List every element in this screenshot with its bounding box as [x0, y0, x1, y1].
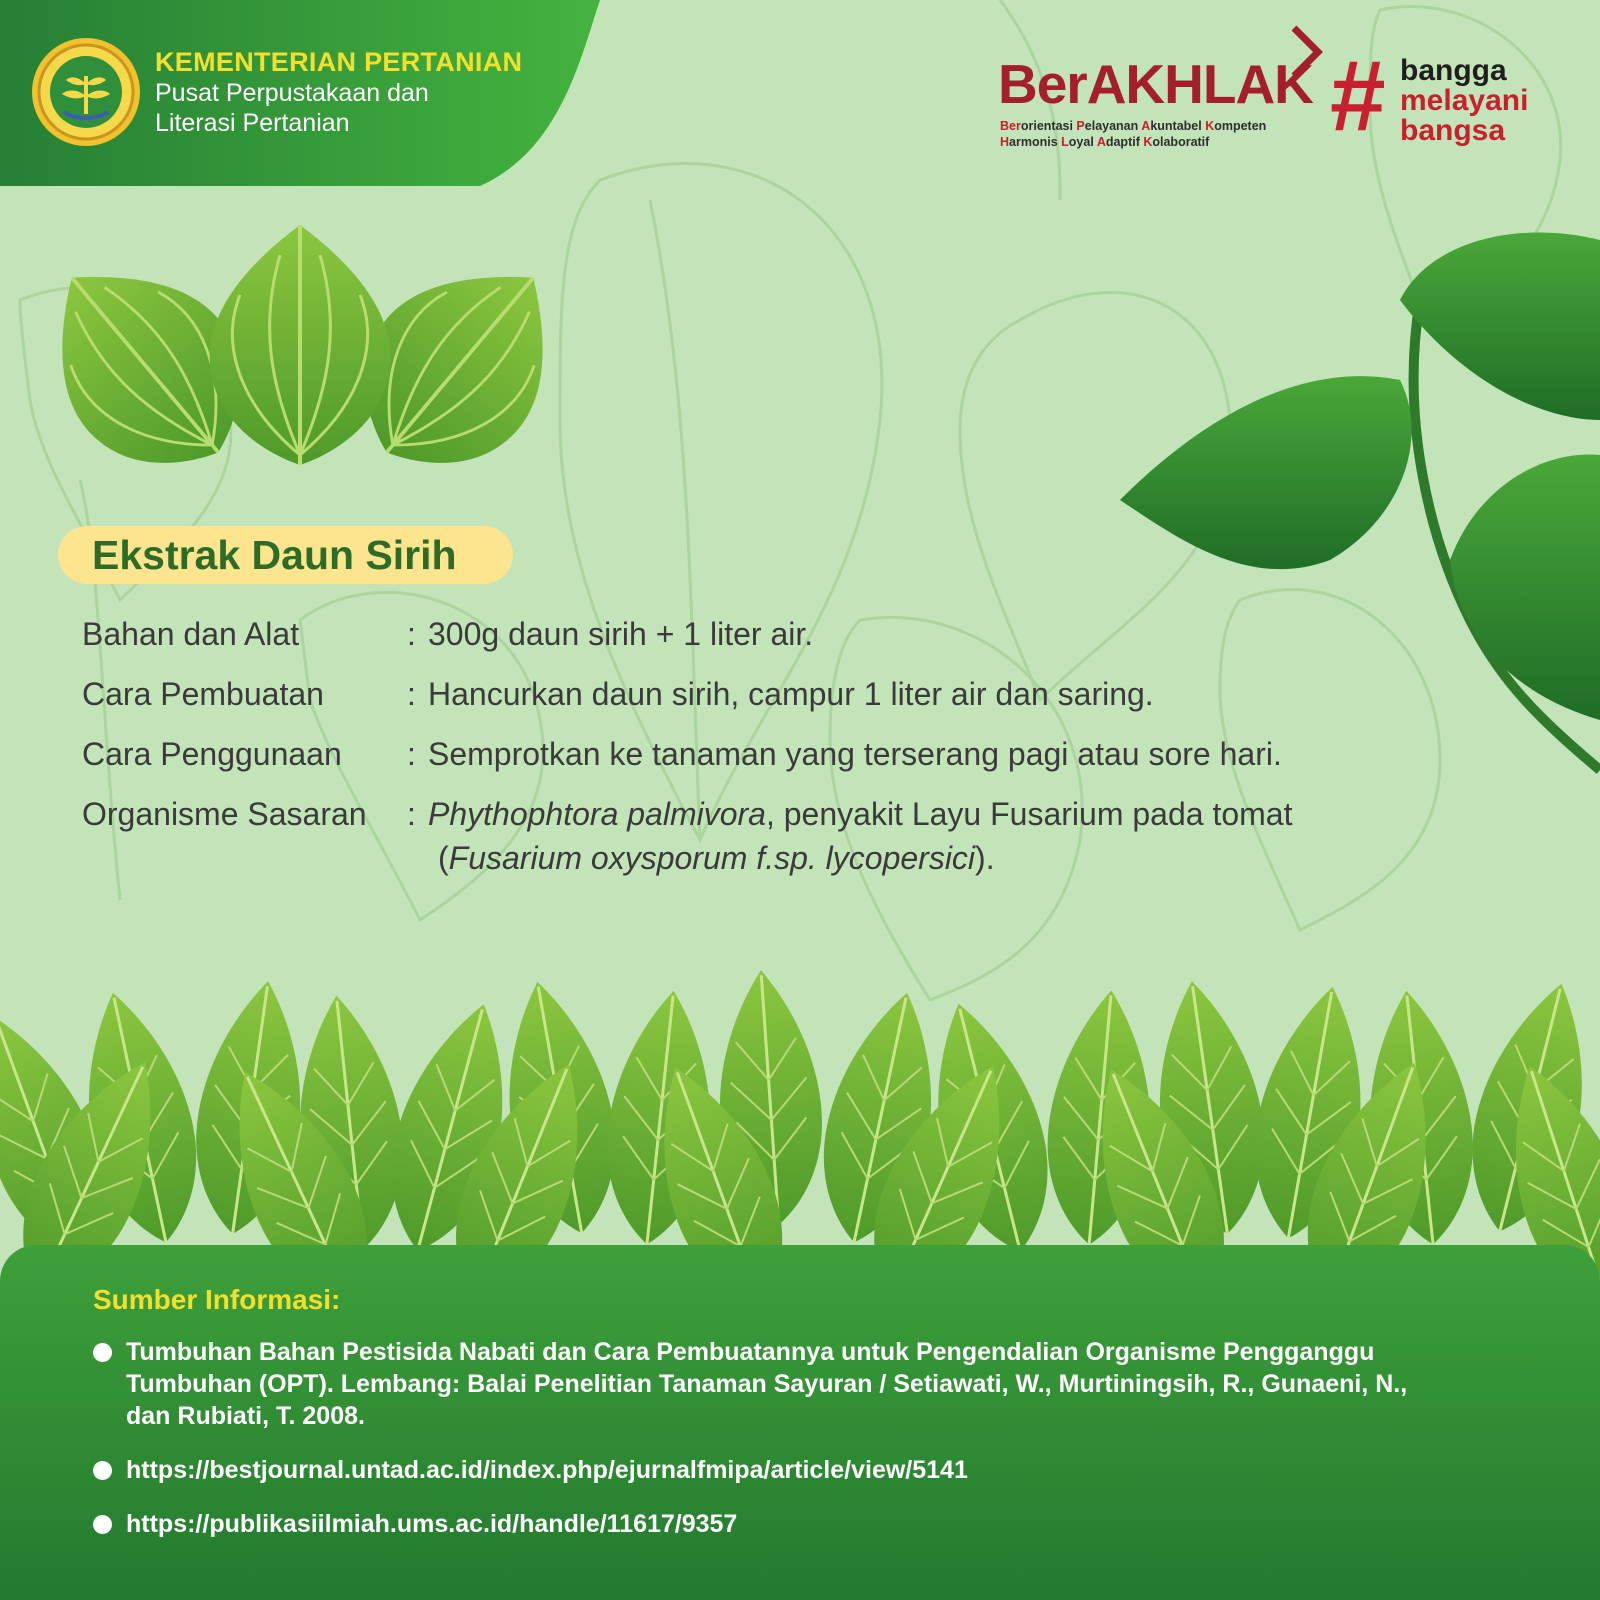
unit-name-line2: Literasi Pertanian — [155, 109, 350, 137]
info-row-penggunaan — [82, 732, 1442, 792]
value-rest: daptif — [1105, 135, 1144, 149]
page-title: Ekstrak Daun Sirih — [92, 532, 457, 578]
value-rest: armonis — [1009, 135, 1062, 149]
source-item — [93, 1336, 1423, 1432]
info-label: Cara Penggunaan — [82, 736, 342, 772]
source-item — [93, 1508, 1423, 1540]
bangsa-word: bangsa — [1400, 114, 1506, 147]
info-separator: : — [407, 676, 416, 712]
value-rest: ompeten — [1214, 119, 1267, 133]
berakhlak-values-line1 — [1000, 118, 1266, 134]
bullet-icon — [93, 1461, 112, 1480]
berakhlak-values — [1000, 118, 1266, 150]
info-value: 300g daun sirih + 1 liter air. — [428, 616, 814, 652]
species-name: Fusarium oxysporum f.sp. lycopersici — [448, 840, 976, 876]
info-label: Cara Pembuatan — [82, 676, 324, 712]
source-text: Tumbuhan Bahan Pestisida Nabati dan Cara Pembuatannya untuk Pengendalian Organisme Pengganggu Tumbuhan (OPT). Lembang: Balai Penelitian Tanaman Sayuran / Setiawati, W., Murtiningsih, R., Gunaeni, N., dan Rubiati, T. 2008. — [126, 1338, 1408, 1430]
sources-list — [93, 1336, 1423, 1562]
berakhlak-word: BerAKHLAK — [998, 53, 1313, 115]
source-link: https://bestjournal.untad.ac.id/index.php/ejurnalfmipa/article/view/5141 — [126, 1456, 968, 1484]
ministry-header — [155, 46, 522, 138]
info-value: Hancurkan daun sirih, campur 1 liter air dan saring. — [428, 676, 1154, 712]
ministry-name: KEMENTERIAN PERTANIAN — [155, 47, 523, 77]
paren-close: ). — [975, 840, 995, 876]
value-initial: H — [1000, 135, 1010, 149]
source-link: https://publikasiilmiah.ums.ac.id/handle/11617/9357 — [126, 1510, 738, 1538]
info-value — [428, 792, 1292, 836]
info-separator: : — [407, 736, 416, 772]
value-initial: P — [1076, 119, 1085, 133]
unit-name-line1: Pusat Perpustakaan dan — [155, 79, 429, 107]
hashtag-icon: # — [1330, 40, 1386, 152]
bangga-word: bangga — [1400, 54, 1507, 87]
value-initial: A — [1141, 119, 1151, 133]
info-table — [82, 612, 1442, 892]
value-rest: olaboratif — [1152, 135, 1210, 149]
info-value-text: , penyakit Layu Fusarium pada tomat — [765, 796, 1293, 832]
info-separator: : — [407, 616, 416, 652]
berakhlak-logo — [998, 40, 1328, 150]
value-initial: K — [1205, 119, 1215, 133]
value-rest: kuntabel — [1150, 119, 1206, 133]
value-rest: orientasi — [1020, 119, 1077, 133]
melayani-word: melayani — [1400, 84, 1529, 117]
info-value: Semprotkan ke tanaman yang terserang pagi atau sore hari. — [428, 736, 1282, 772]
value-initial: Ber — [1000, 119, 1021, 133]
kementan-logo-icon — [30, 36, 142, 148]
value-rest: oyal — [1068, 135, 1097, 149]
info-value-continuation — [438, 836, 995, 880]
info-row-bahan — [82, 612, 1442, 672]
value-initial: L — [1061, 135, 1069, 149]
value-initial: K — [1143, 135, 1153, 149]
bullet-icon — [93, 1515, 112, 1534]
info-separator: : — [407, 796, 416, 832]
info-label: Bahan dan Alat — [82, 616, 300, 652]
info-row-sasaran — [82, 792, 1442, 892]
sources-title: Sumber Informasi: — [93, 1284, 341, 1315]
value-rest: elayanan — [1084, 119, 1142, 133]
source-item — [93, 1454, 1423, 1486]
info-row-pembuatan — [82, 672, 1442, 732]
species-name: Phythophtora palmivora — [428, 796, 766, 832]
bangga-melayani-bangsa-logo — [1330, 40, 1550, 152]
paren-open: ( — [438, 840, 449, 876]
bullet-icon — [93, 1343, 112, 1362]
berakhlak-values-line2 — [1000, 134, 1266, 150]
value-initial: A — [1096, 135, 1106, 149]
info-label: Organisme Sasaran — [82, 796, 367, 832]
